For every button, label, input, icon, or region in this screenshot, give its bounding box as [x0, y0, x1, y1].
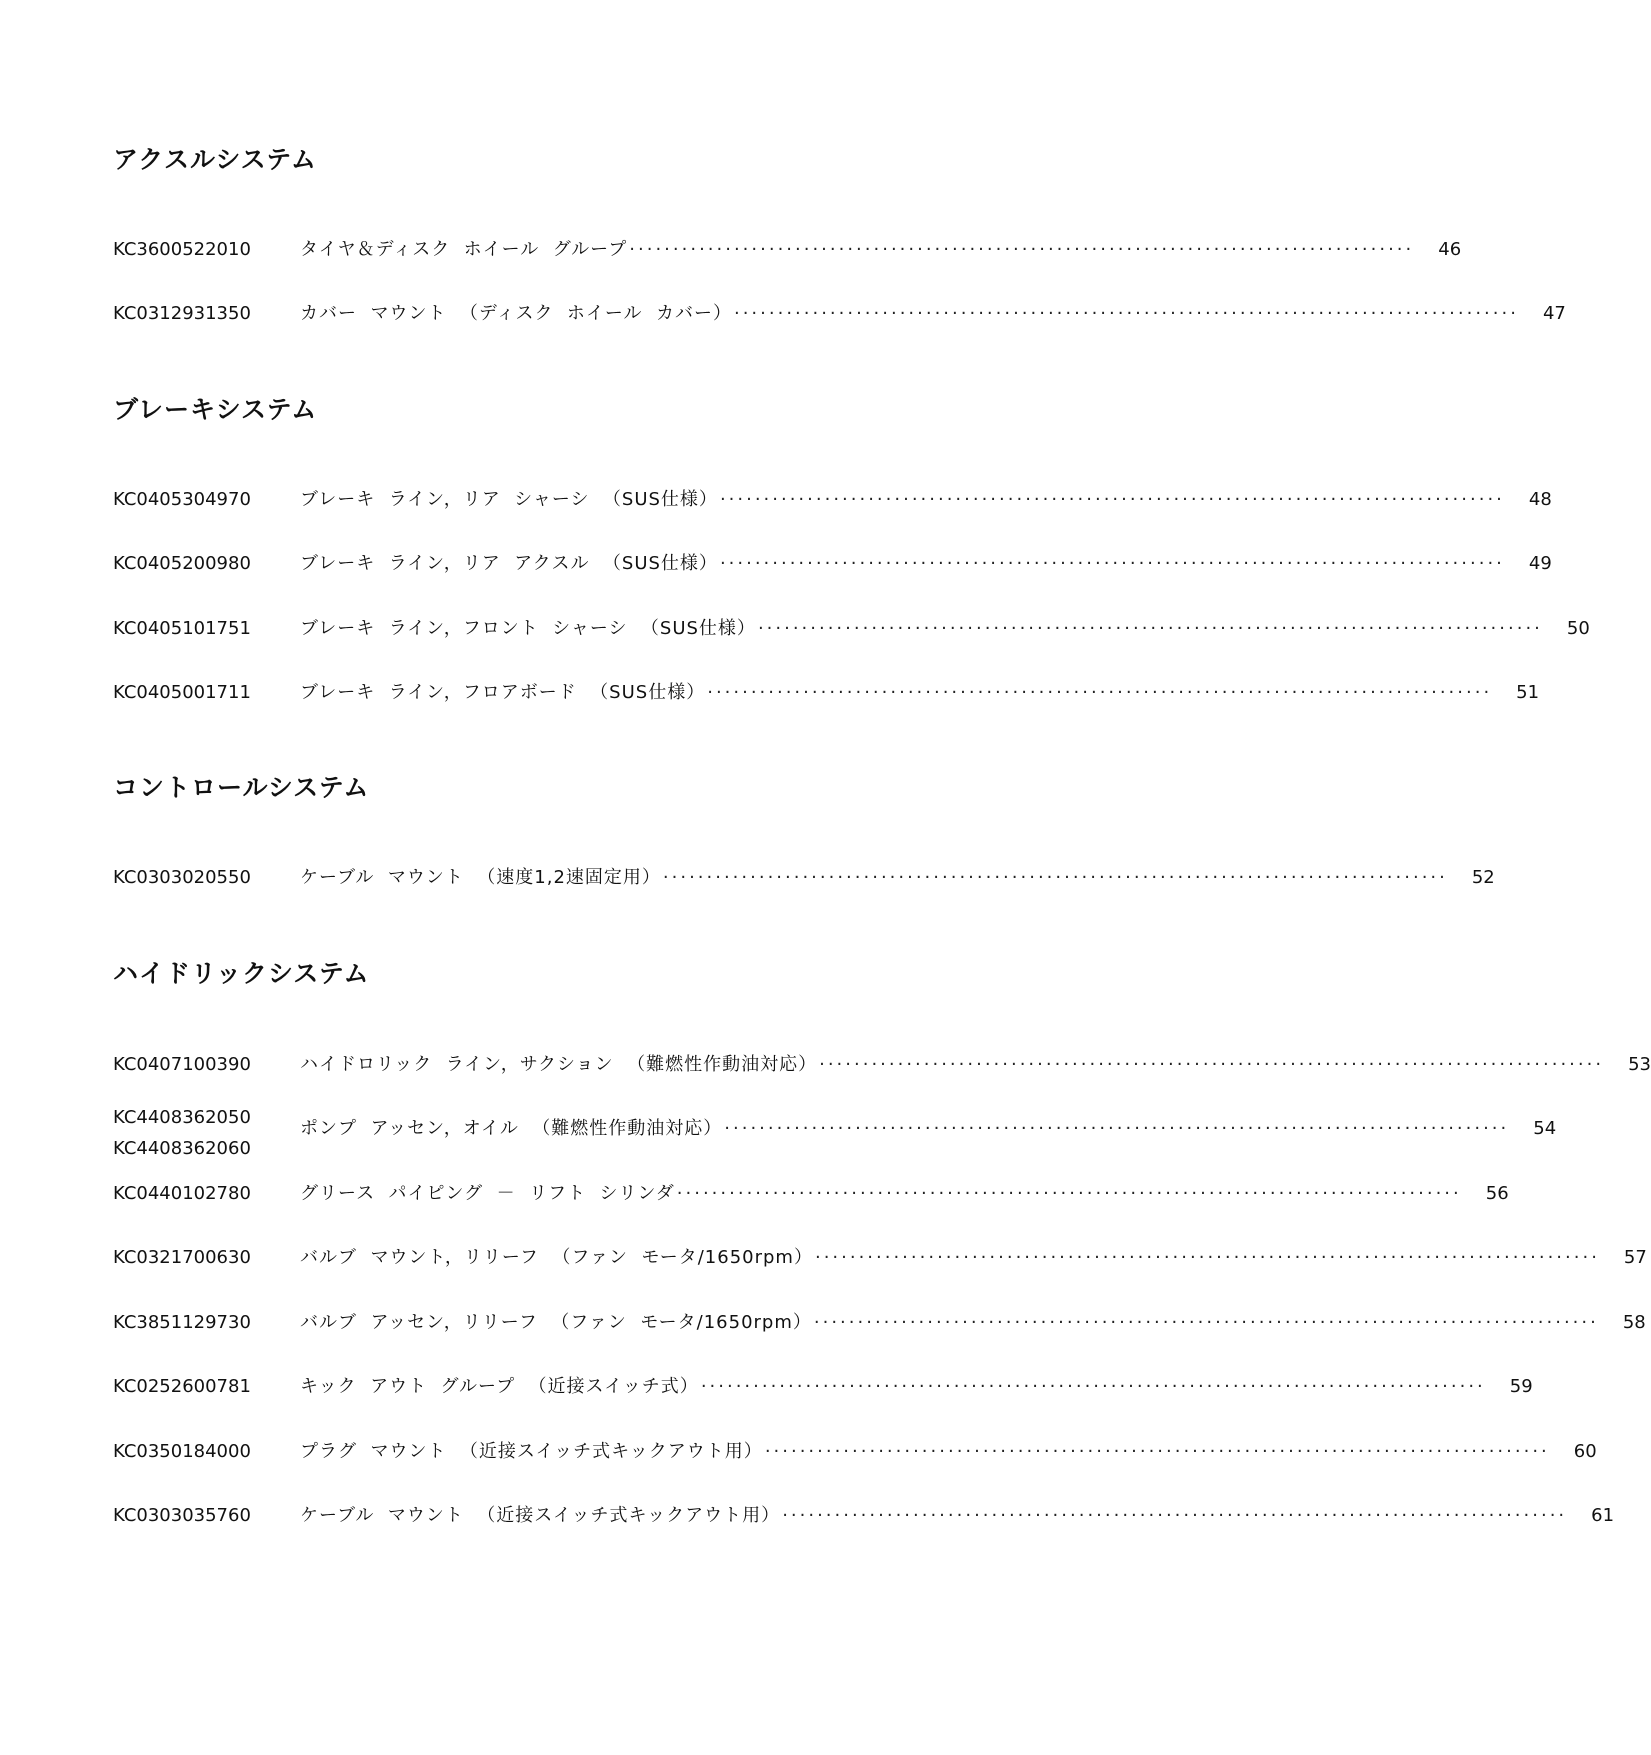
page-number: 48 — [1528, 489, 1552, 510]
page-number: 56 — [1485, 1183, 1509, 1204]
dot-leader: ·························································································· — [724, 1118, 1510, 1139]
part-description: バルブ アッセン，リリーフ （ファン モータ/1650rpm） — [300, 1312, 812, 1333]
dot-leader: ·························································································· — [819, 1054, 1605, 1075]
toc-row[interactable] — [113, 1435, 1597, 1469]
dot-leader: ·························································································· — [719, 489, 1505, 510]
part-code: KC4408362060 — [113, 1138, 251, 1159]
part-description: タイヤ＆ディスク ホイール グループ — [300, 239, 628, 260]
dot-leader: ·························································································· — [676, 1183, 1462, 1204]
page-number: 49 — [1528, 553, 1552, 574]
part-description: ブレーキ ライン，フロント シャーシ （SUS仕様） — [300, 618, 756, 639]
toc-row[interactable] — [113, 1499, 1615, 1533]
page-number: 54 — [1533, 1118, 1557, 1139]
part-code: KC3600522010 — [113, 239, 251, 260]
part-description: ポンプ アッセン，オイル （難燃性作動油対応） — [300, 1118, 723, 1139]
part-description: ケーブル マウント （速度1,2速固定用） — [300, 867, 661, 888]
part-code: KC0321700630 — [113, 1247, 251, 1268]
dot-leader: ·························································································· — [707, 682, 1493, 703]
part-code: KC0405001711 — [113, 682, 251, 703]
page-number: 47 — [1542, 303, 1566, 324]
toc-row[interactable] — [113, 297, 1566, 331]
page-number: 51 — [1516, 682, 1540, 703]
toc-row[interactable] — [113, 1107, 1557, 1159]
toc-row[interactable] — [113, 483, 1552, 517]
part-code: KC0407100390 — [113, 1054, 251, 1075]
part-code: KC0252600781 — [113, 1376, 251, 1397]
part-description: ブレーキ ライン，フロアボード （SUS仕様） — [300, 682, 706, 703]
part-code: KC0303035760 — [113, 1505, 251, 1526]
part-code: KC0350184000 — [113, 1441, 251, 1462]
toc-row[interactable] — [113, 1241, 1647, 1275]
dot-leader: ·························································································· — [813, 1312, 1599, 1333]
page-number: 46 — [1438, 239, 1462, 260]
dot-leader: ·························································································· — [700, 1376, 1486, 1397]
dot-leader: ·························································································· — [733, 303, 1519, 324]
toc-row[interactable] — [113, 1306, 1646, 1340]
part-description: ケーブル マウント （近接スイッチ式キックアウト用） — [300, 1505, 781, 1526]
page-number: 52 — [1471, 867, 1495, 888]
dot-leader: ·························································································· — [662, 867, 1448, 888]
section-title-axle: アクスルシステム — [113, 145, 317, 174]
toc-row[interactable] — [113, 1048, 1651, 1082]
part-description: カバー マウント （ディスク ホイール カバー） — [300, 303, 732, 324]
part-code: KC0405304970 — [113, 489, 251, 510]
dot-leader: ·························································································· — [757, 618, 1543, 639]
part-code: KC3851129730 — [113, 1312, 251, 1333]
part-code: KC0440102780 — [113, 1183, 251, 1204]
page-number: 60 — [1573, 1441, 1597, 1462]
part-description: キック アウト グループ （近接スイッチ式） — [300, 1376, 699, 1397]
page-number: 59 — [1509, 1376, 1533, 1397]
part-code: KC0405101751 — [113, 618, 251, 639]
part-code: KC0312931350 — [113, 303, 251, 324]
dot-leader: ·························································································· — [782, 1505, 1568, 1526]
page-number: 61 — [1591, 1505, 1615, 1526]
dot-leader: ·························································································· — [764, 1441, 1550, 1462]
part-code: KC0303020550 — [113, 867, 251, 888]
dot-leader: ·························································································· — [719, 553, 1505, 574]
part-description: グリース パイピング － リフト シリンダ — [300, 1183, 675, 1204]
part-description: ブレーキ ライン，リア シャーシ （SUS仕様） — [300, 489, 718, 510]
dot-leader: ·························································································· — [814, 1247, 1600, 1268]
dot-leader: ·························································································· — [629, 239, 1415, 260]
part-description: ブレーキ ライン，リア アクスル （SUS仕様） — [300, 553, 718, 574]
part-description: ハイドロリック ライン，サクション （難燃性作動油対応） — [300, 1054, 818, 1075]
toc-row[interactable] — [113, 612, 1590, 646]
toc-row[interactable] — [113, 1177, 1509, 1211]
toc-row[interactable] — [113, 547, 1552, 581]
page-number: 57 — [1623, 1247, 1647, 1268]
page-number: 53 — [1628, 1054, 1651, 1075]
toc-row[interactable] — [113, 861, 1495, 895]
part-code: KC4408362050 — [113, 1107, 251, 1128]
page-number: 58 — [1622, 1312, 1646, 1333]
part-code: KC0405200980 — [113, 553, 251, 574]
page-number: 50 — [1566, 618, 1590, 639]
part-description: プラグ マウント （近接スイッチ式キックアウト用） — [300, 1441, 763, 1462]
section-title-control: コントロールシステム — [113, 773, 370, 802]
part-description: バルブ マウント，リリーフ （ファン モータ/1650rpm） — [300, 1247, 813, 1268]
toc-row[interactable] — [113, 676, 1540, 710]
toc-row[interactable] — [113, 1370, 1533, 1404]
section-title-brake: ブレーキシステム — [113, 395, 318, 424]
section-title-hydraulic: ハイドリックシステム — [113, 959, 370, 988]
toc-row[interactable] — [113, 233, 1462, 267]
